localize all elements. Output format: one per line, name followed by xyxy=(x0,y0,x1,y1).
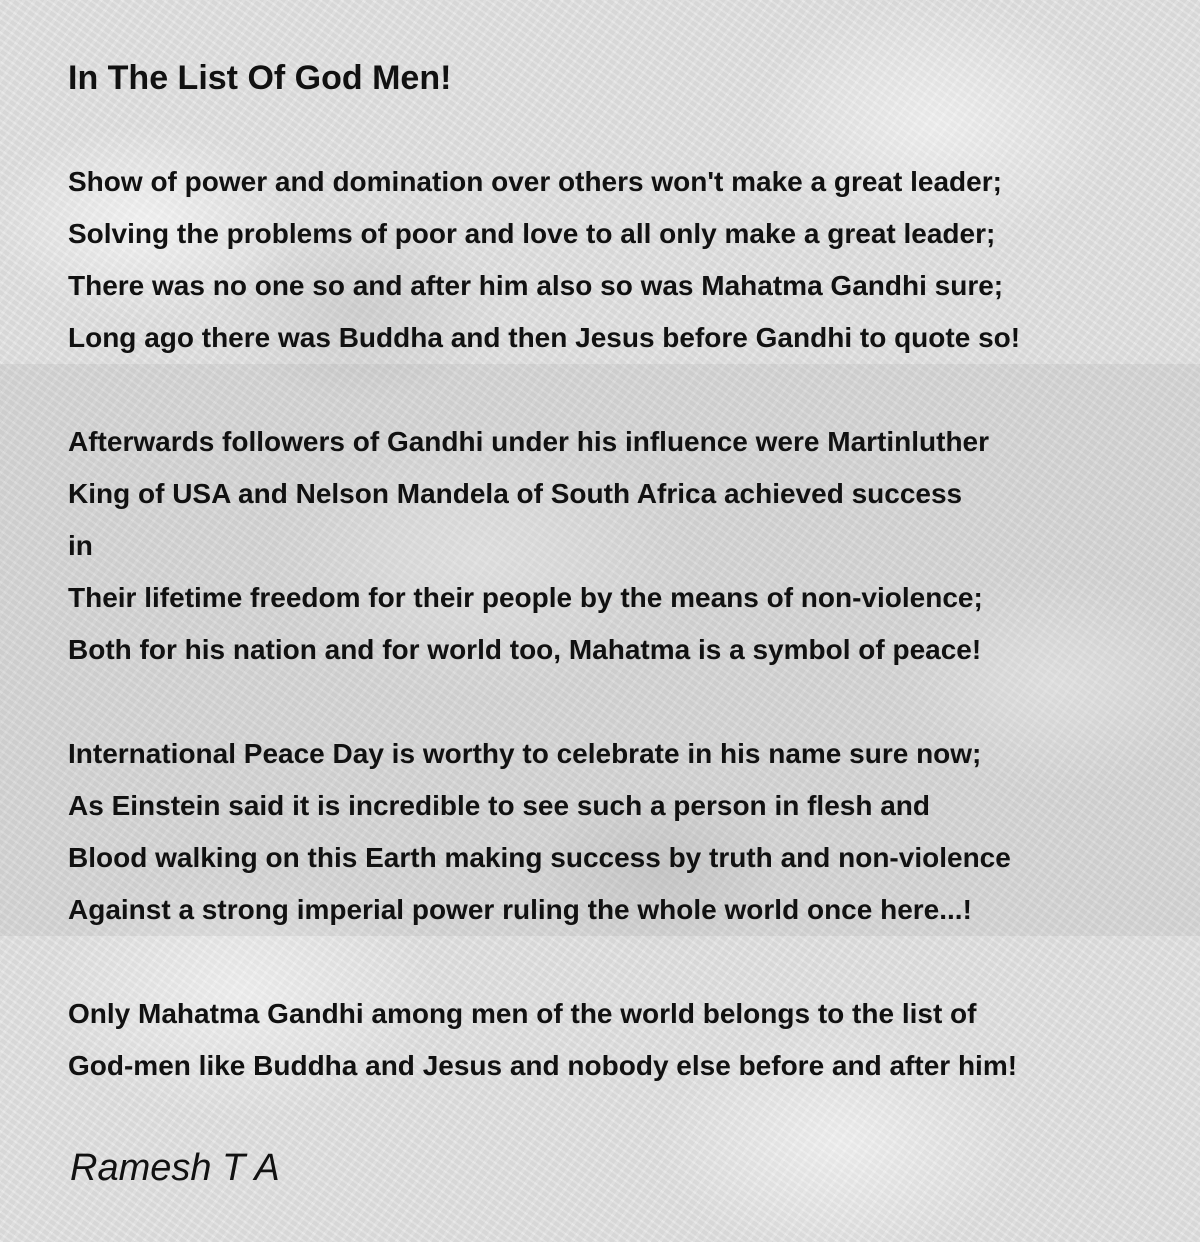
poem-line: Afterwards followers of Gandhi under his influence were Martinluther xyxy=(68,426,990,457)
poem-line: Their lifetime freedom for their people by the means of non-violence; xyxy=(68,582,983,613)
stanza-2 xyxy=(68,416,1188,676)
poem-body xyxy=(68,52,1188,1144)
poem-line: Show of power and domination over others won't make a great leader; xyxy=(68,166,1002,197)
poem-line: in xyxy=(68,530,93,561)
stanza-3 xyxy=(68,728,1188,936)
poem-line: Both for his nation and for world too, Mahatma is a symbol of peace! xyxy=(68,634,982,665)
poem-title: In The List Of God Men! xyxy=(68,59,452,97)
poem-line: Against a strong imperial power ruling the whole world once here...! xyxy=(68,894,972,925)
poem-line: Only Mahatma Gandhi among men of the world belongs to the list of xyxy=(68,998,977,1029)
poem-line: King of USA and Nelson Mandela of South Africa achieved success xyxy=(68,478,963,509)
poem-line: There was no one so and after him also so was Mahatma Gandhi sure; xyxy=(68,270,1004,301)
poem-line: International Peace Day is worthy to celebrate in his name sure now; xyxy=(68,738,982,769)
poem-line: Solving the problems of poor and love to all only make a great leader; xyxy=(68,218,996,249)
poem-line: Long ago there was Buddha and then Jesus before Gandhi to quote so! xyxy=(68,322,1021,353)
author-name: Ramesh T A xyxy=(70,1147,280,1189)
poem-line: Blood walking on this Earth making success by truth and non-violence xyxy=(68,842,1011,873)
stanza-1 xyxy=(68,156,1188,364)
poem-line: God-men like Buddha and Jesus and nobody else before and after him! xyxy=(68,1050,1018,1081)
poem-line: As Einstein said it is incredible to see such a person in flesh and xyxy=(68,790,931,821)
stanza-4 xyxy=(68,988,1188,1092)
